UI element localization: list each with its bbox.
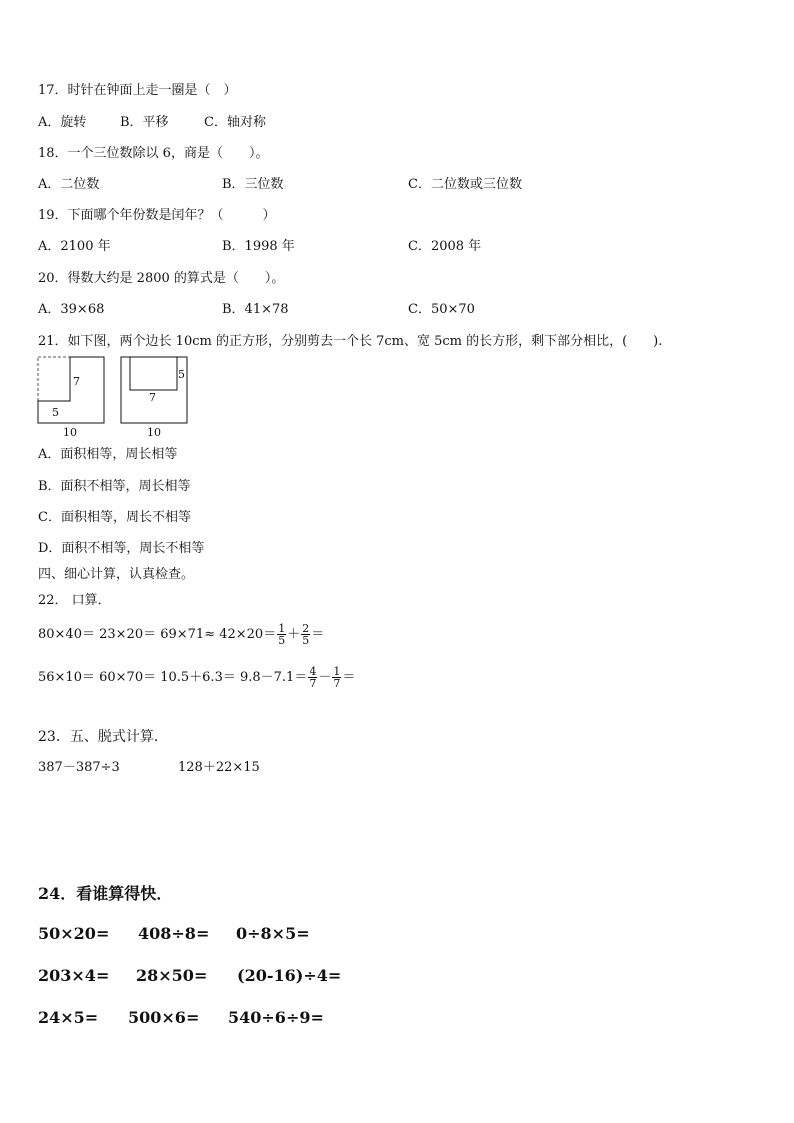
q21-stem: 21．如下图，两个边长 10cm 的正方形，分别剪去一个长 7cm、宽 5cm 的长方形，剩下部分相比，( ). <box>38 334 663 349</box>
q18-option-b[interactable]: B．三位数 <box>222 177 284 192</box>
q17-option-b[interactable]: B．平移 <box>120 115 169 130</box>
q18-stem: 18．一个三位数除以 6，商是（ ）。 <box>38 146 269 161</box>
q20-option-b[interactable]: B．41×78 <box>222 302 289 317</box>
q24-row-3-expr-1: 24×5= <box>38 1008 99 1027</box>
q19-option-b[interactable]: B．1998 年 <box>222 239 295 254</box>
figure-1-label-7: 7 <box>73 375 80 388</box>
q24-row-3-expr-2: 500×6= <box>128 1008 200 1027</box>
q23-stem: 23．五、脱式计算． <box>38 729 168 745</box>
q19-stem: 19．下面哪个年份数是闰年？（ ） <box>38 208 276 223</box>
q20-stem: 20．得数大约是 2800 的算式是（ ）。 <box>38 271 285 286</box>
q24-row-2-expr-1: 203×4= <box>38 966 110 985</box>
figure-2-label-5: 5 <box>178 368 185 381</box>
q22-row-2 <box>38 663 355 693</box>
q21-option-a[interactable]: A．面积相等，周长相等 <box>38 447 178 462</box>
figure-2-label-10: 10 <box>147 426 161 439</box>
q23-expression-2: 128＋22×15 <box>178 760 260 775</box>
q24-row-3-expr-3: 540÷6÷9= <box>228 1008 324 1027</box>
figure-1-remaining-shape <box>38 357 104 423</box>
q24-row-2-expr-3: (20-16)÷4= <box>237 966 342 985</box>
q21-option-c[interactable]: C．面积相等，周长不相等 <box>38 510 191 525</box>
q21-option-d[interactable]: D．面积不相等，周长不相等 <box>38 541 205 556</box>
q22-row-2-text: 56×10＝ 60×70＝ 10.5＋6.3＝ 9.8－7.1＝ <box>38 670 308 685</box>
q21-figure <box>30 352 210 442</box>
figure-1-label-10: 10 <box>63 426 77 439</box>
q20-option-a[interactable]: A．39×68 <box>38 302 105 317</box>
q24-row-1-expr-2: 408÷8= <box>138 924 210 943</box>
q20-option-c[interactable]: C．50×70 <box>408 302 475 317</box>
q22-row-1 <box>38 620 324 650</box>
q19-option-a[interactable]: A．2100 年 <box>38 239 111 254</box>
section-4-heading: 四、细心计算，认真检查。 <box>38 567 195 582</box>
q22-stem: 22． 口算． <box>38 593 111 608</box>
q23-expression-1: 387－387÷3 <box>38 760 120 775</box>
figure-1-label-5: 5 <box>52 406 59 419</box>
q22-row-1-fraction-2: $\frac{2}{5}$ <box>302 622 310 647</box>
q17-option-a[interactable]: A．旋转 <box>38 115 87 130</box>
q18-option-c[interactable]: C．二位数或三位数 <box>408 177 522 192</box>
q22-row-2-equals: ＝ <box>342 670 356 685</box>
q18-option-a[interactable]: A．二位数 <box>38 177 100 192</box>
q22-row-1-text: 80×40＝ 23×20＝ 69×71≈ 42×20＝ <box>38 627 277 642</box>
figure-1 <box>38 357 104 439</box>
q22-row-2-operator: － <box>318 670 332 685</box>
q22-row-1-fraction-1: $\frac{1}{5}$ <box>278 622 286 647</box>
q24-row-1-expr-3: 0÷8×5= <box>236 924 310 943</box>
figure-2-label-7: 7 <box>149 391 156 404</box>
q24-stem: 24．看谁算得快． <box>38 884 173 903</box>
q24-row-2-expr-2: 28×50= <box>136 966 208 985</box>
q22-row-1-equals: ＝ <box>311 627 325 642</box>
q17-stem: 17．时针在钟面上走一圈是（ ） <box>38 83 237 98</box>
q19-option-c[interactable]: C．2008 年 <box>408 239 482 254</box>
q17-option-c[interactable]: C．轴对称 <box>204 115 266 130</box>
q22-row-1-operator: ＋ <box>287 627 301 642</box>
q21-option-b[interactable]: B．面积不相等，周长相等 <box>38 479 191 494</box>
figure-2-remaining-shape <box>121 357 187 423</box>
q24-row-1-expr-1: 50×20= <box>38 924 110 943</box>
q22-row-2-fraction-2: $\frac{1}{7}$ <box>333 665 341 690</box>
figure-2 <box>121 357 187 439</box>
q22-row-2-fraction-1: $\frac{4}{7}$ <box>309 665 317 690</box>
